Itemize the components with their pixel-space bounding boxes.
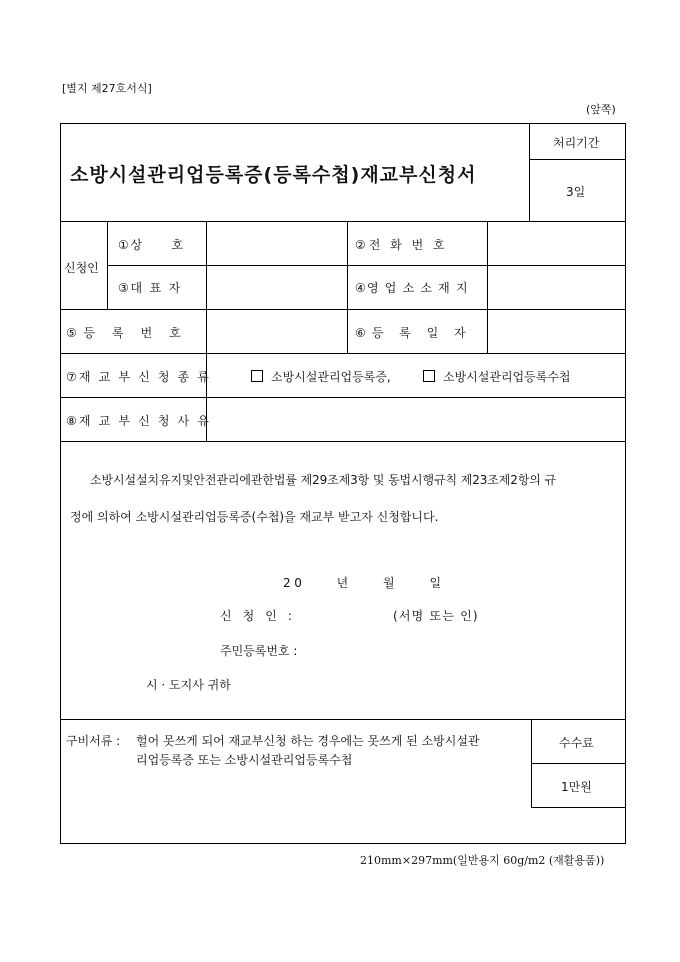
applicant-group-label: 신청인 xyxy=(64,261,99,275)
fee-label: 수수료 xyxy=(559,736,594,750)
processing-period-value: 3일 xyxy=(566,185,586,199)
option-handbook-label: 소방시설관리업등록수첩 xyxy=(443,370,571,384)
trade-name-field[interactable] xyxy=(207,222,347,265)
date-line: 20 년 월 일 xyxy=(283,576,445,590)
phone-label: ②전 화 번 호 xyxy=(355,238,448,252)
certificate-checkbox[interactable] xyxy=(251,370,263,382)
phone-field[interactable] xyxy=(488,222,625,265)
form-number: [별지 제27호서식] xyxy=(62,82,152,95)
option-handbook[interactable] xyxy=(423,368,571,385)
trade-name-label: ①상 호 xyxy=(118,238,185,252)
reissue-reason-label: ⑧재 교 부 신 청 사 유 xyxy=(66,414,212,428)
paper-spec: 210mm×297mm(일반용지 60g/m2 (재활용품)) xyxy=(360,854,605,867)
registration-date-label: ⑥등 록 일 자 xyxy=(355,326,472,340)
reissue-reason-field[interactable] xyxy=(207,398,625,441)
statement-line-2: 정에 의하여 소방시설관리업등록증(수첩)을 재교부 받고자 신청합니다. xyxy=(70,510,439,524)
statement-line-1: 소방시설설치유지및안전관리에관한법률 제29조제3항 및 동법시행규칙 제23조제2항의 규 xyxy=(90,473,557,487)
option-certificate[interactable] xyxy=(251,368,391,385)
resident-number-label: 주민등록번호 : xyxy=(220,644,298,658)
handbook-checkbox[interactable] xyxy=(423,370,435,382)
applicant-sign-label: 신 청 인 : xyxy=(220,609,296,623)
page-side-label: (앞쪽) xyxy=(586,103,616,116)
representative-field[interactable] xyxy=(207,266,347,309)
address-field[interactable] xyxy=(488,266,625,309)
addressee: 시 · 도지사 귀하 xyxy=(146,678,231,692)
option-certificate-label: 소방시설관리업등록증, xyxy=(271,370,391,384)
processing-period-label: 처리기간 xyxy=(553,136,600,150)
registration-number-field[interactable] xyxy=(207,310,347,353)
documents-label: 구비서류 : xyxy=(66,734,121,748)
reissue-type-label: ⑦재 교 부 신 청 종 류 xyxy=(66,370,212,384)
signature-label: (서명 또는 인) xyxy=(393,609,479,623)
registration-number-label: ⑤등 록 번 호 xyxy=(66,326,188,340)
form-title: 소방시설관리업등록증(등록수첩)재교부신청서 xyxy=(70,164,477,186)
documents-line-1: 헐어 못쓰게 되어 재교부신청 하는 경우에는 못쓰게 된 소방시설관 xyxy=(136,734,480,748)
registration-date-field[interactable] xyxy=(488,310,625,353)
address-label: ④영 업 소 소 재 지 xyxy=(355,281,469,295)
representative-label: ③대 표 자 xyxy=(118,281,182,295)
documents-line-2: 리업등록증 또는 소방시설관리업등록수첩 xyxy=(136,753,353,767)
fee-value: 1만원 xyxy=(561,780,592,794)
